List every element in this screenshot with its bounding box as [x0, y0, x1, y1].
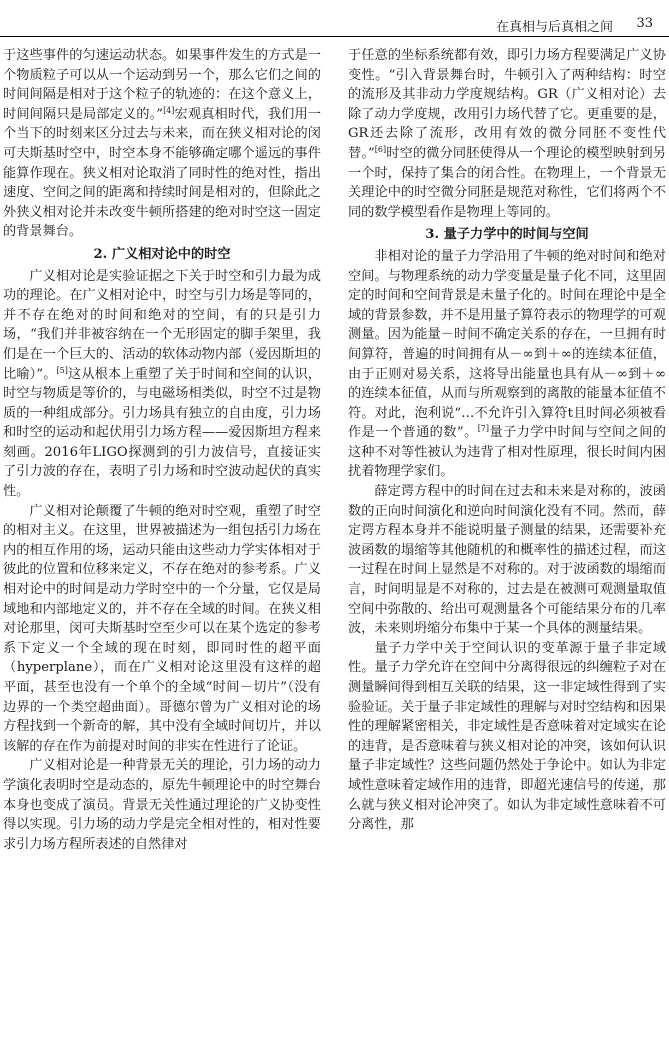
- paragraph: 广义相对论是实验证据之下关于时空和引力最为成功的理论。在广义相对论中，时空与引力场是等同的，并不存在绝对的时间和绝对的空间，有的只是引力场，“我们并非被容纳在一个无形固定的脚手架里，我们是在一个巨大的、活动的软体动物内部（爱因斯坦的比喻）”。[5]这从根本上重塑了关于时间和空间的认识，时空与物质是等价的，与电磁场相类似，时空不过是物质的一种组成部分。引力场具有独立的自由度，引力场和时空的运动和起伏用引力场方程——爱因斯坦方程来刻画。2016年LIGO探测到的引力波信号，直接证实了引力波的存在，表明了引力场和时空波动起伏的真实性。: [3, 268, 321, 500]
- section-heading: 3. 量子力学中的时间与空间: [425, 227, 589, 243]
- paragraph: 于这些事件的匀速运动状态。如果事件发生的方式是一个物质粒子可以从一个运动到另一个，那么它们之间的时间间隔是相对于这个粒子的轨迹的：在这个意义上，时间间隔只是局部定义的。”[4]宏观真相时代，我们用一个当下的时刻来区分过去与未来，而在狭义相对论的闵可夫斯基时空中，时空本身不能够确定哪个遥远的事件能算作现在。狭义相对论取消了同时性的绝对性，指出速度、空间之间的距离和持续时间是相对的，但除此之外狭义相对论并未改变牛顿所搭建的绝对时空这一固定的背景舞台。: [3, 48, 321, 240]
- citation-ref: [5]: [56, 365, 68, 375]
- paragraph: 广义相对论颠覆了牛顿的绝对时空观，重塑了时空的相对主义。在这里，世界被描述为一组包括引力场在内的相互作用的场，运动只能由这些动力学实体相对于彼此的位置和位移来定义，不存在绝对的参考系。广义相对论中的时间是动力学时空中的一个分量，它仅是局域地和内部地定义的，并不存在全域的时间。在狭义相对论那里，闵可夫斯基时空至少可以在某个选定的参考系下定义一个全域的现在时刻，即同时性的超平面（hyperplane），而在广义相对论这里没有这样的超平面，甚至也没有一个单个的全域“时间－切片”（没有边界的一个类空超曲面）。哥德尔曾为广义相对论的场方程找到一个新奇的解，其中没有全域时间切片，并以该解的存在作为前提对时间的非实在性进行了论证。: [3, 503, 321, 754]
- header-rule: [0, 36, 669, 37]
- running-header: [0, 0, 669, 38]
- citation-ref: [6]: [374, 144, 387, 154]
- running-title: 在真相与后真相之间: [495, 20, 613, 35]
- paragraph: 广义相对论是一种背景无关的理论，引力场的动力学演化表明时空是动态的，原先牛顿理论中的时空舞台本身也变成了演员。背景无关性通过理论的广义协变性得以实现。引力场的动力学是完全相对性的，相对性要求引力场方程所表述的自然律对: [3, 758, 321, 852]
- paragraph: 于任意的坐标系统都有效，即引力场方程要满足广义协变性。“引入背景舞台时，牛顿引入了两种结构：时空的流形及其非动力学度规结构。GR（广义相对论）去除了动力学度规，改用引力场代替了它。更重要的是，GR还去除了流形，改用有效的微分同胚不变性代替。”[6]时空的微分同胚使得从一个理论的模型映射到另一个时，保持了集合的闭合性。在物理上，一个背景无关理论中的时空微分同胚是规范对称性，它们将两个不同的数学模型看作是物理上等同的。: [348, 48, 666, 220]
- right-column: [348, 46, 666, 835]
- citation-ref: [4]: [163, 105, 175, 115]
- paragraph: 薛定谔方程中的时间在过去和未来是对称的，波函数的正向时间演化和逆向时间演化没有不同。然而，薛定谔方程本身并不能说明量子测量的结果，还需要补充波函数的塌缩等其他随机的和概率性的描述过程，而这一过程在时间上显然是不对称的。对于波函数的塌缩而言，时间明显是不对称的，过去是在被测可观测量取值空间中弥散的、给出可观测量各个可能结果分布的几率波，未来则坍缩分布集中于某一个具体的测量结果。: [348, 484, 666, 637]
- left-column: [3, 46, 321, 854]
- paragraph: 非相对论的量子力学沿用了牛顿的绝对时间和绝对空间。与物理系统的动力学变量是量子化不同，这里固定的时间和空间背景是未量子化的。时间在理论中是全域的背景参数，并不是用量子算符表示的物理学的可观测量。因为能量－时间不确定关系的存在，一旦拥有时间算符，普遍的时间拥有从－∞到＋∞的连续本征值，由于正则对易关系，这将导出能量也具有从－∞到＋∞的连续本征值，从而与所观察到的离散的能量本征值不符。对此，泡利说“…不允许引入算符t且时间必须被看作是一个普通的数”。[7]量子力学中时间与空间之间的这种不对等性被认为违背了相对性原理，很长时间内困扰着物理学家们。: [348, 248, 666, 480]
- page-number: 33: [636, 16, 653, 31]
- paragraph: 量子力学中关于空间认识的变革源于量子非定域性。量子力学允许在空间中分离得很远的纠缠粒子对在测量瞬间得到相互关联的结果，这一非定域性得到了实验验证。关于量子非定域性的理解与对时空结构和因果性的理解紧密相关，非定域性是否意味着对定域实在论的违背，是否意味着与狭义相对论的冲突，该如何认识量子非定域性？这些问题仍然处于争论中。如认为非定域性意味着定域作用的违背，即超光速信号的传递，那么就与狭义相对论冲突了。如认为非定域性意味着不可分离性，那: [348, 640, 666, 833]
- citation-ref: [7]: [477, 424, 490, 434]
- section-heading: 2. 广义相对论中的时空: [93, 246, 231, 262]
